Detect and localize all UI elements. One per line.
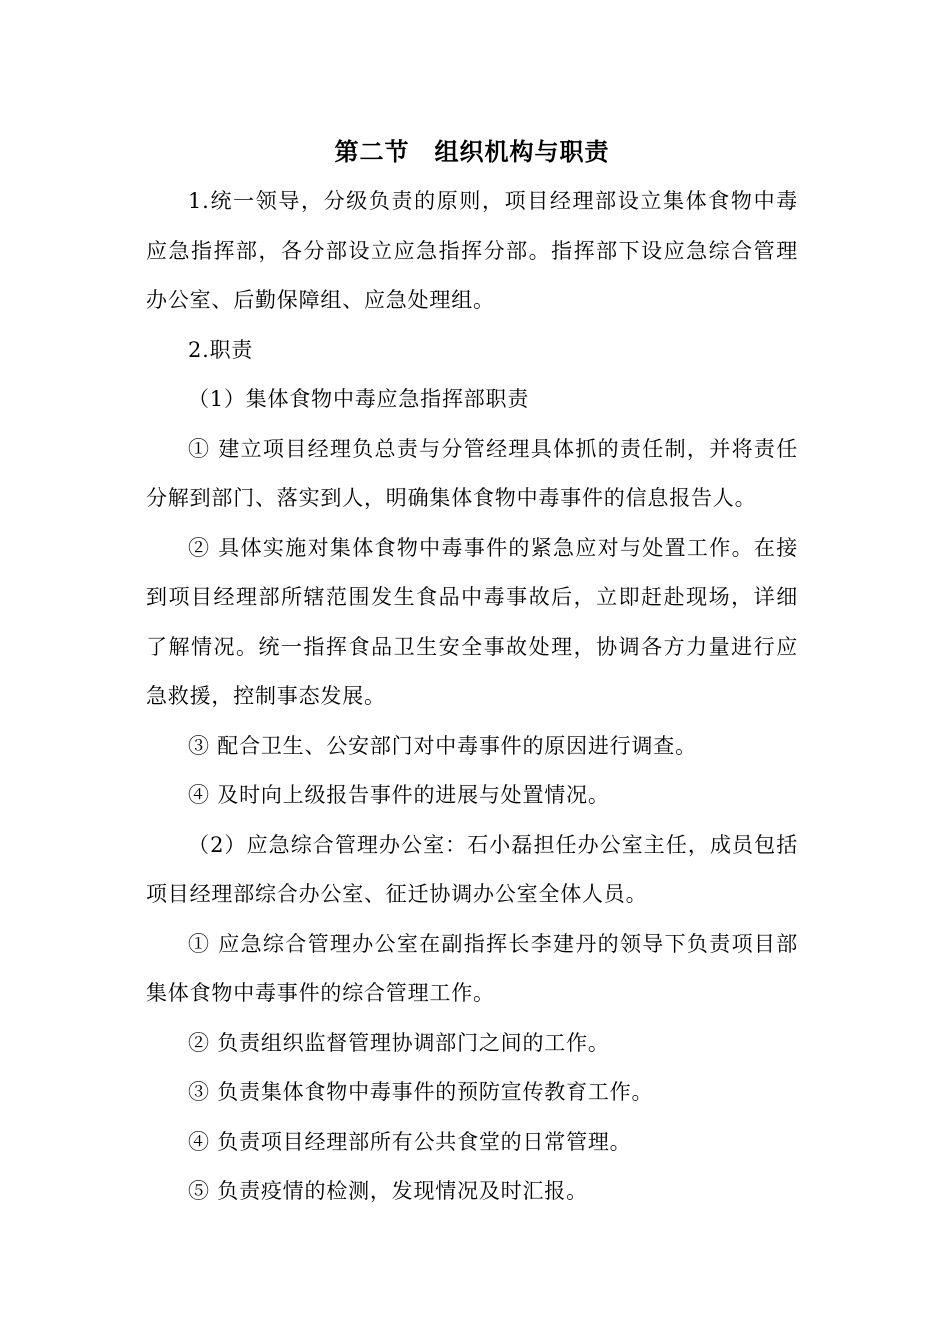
paragraph-command-duty-1: ① 建立项目经理负总责与分管经理具体抓的责任制，并将责任分解到部门、落实到人，明确集体食物中毒事件的信息报告人。 bbox=[146, 436, 798, 510]
section-title: 第二节 组织机构与职责 bbox=[334, 138, 610, 166]
paragraph-office-duty-2: ② 负责组织监督管理协调部门之间的工作。 bbox=[188, 1030, 610, 1055]
paragraph-command-duty-3: ③ 配合卫生、公安部门对中毒事件的原因进行调查。 bbox=[188, 733, 697, 758]
paragraph-office-duty-3: ③ 负责集体食物中毒事件的预防宣传教育工作。 bbox=[188, 1080, 654, 1104]
paragraph-command-duty-2: ② 具体实施对集体食物中毒事件的紧急应对与处置工作。在接到项目经理部所辖范围发生食品中毒事故后，立即赶赴现场，详细了解情况。统一指挥食品卫生安全事故处理，协调各方力量进行应急救援，控制事态发展。 bbox=[146, 535, 798, 708]
document-page bbox=[146, 133, 798, 1217]
paragraph-office-heading: （2）应急综合管理办公室：石小磊担任办公室主任，成员包括项目经理部综合办公室、征迁协调办公室全体人员。 bbox=[146, 832, 798, 906]
paragraph-office-duty-5: ⑤ 负责疫情的检测，发现情况及时汇报。 bbox=[188, 1179, 588, 1203]
paragraph-command-duties-heading: （1）集体食物中毒应急指挥部职责 bbox=[188, 387, 530, 411]
paragraph-principle: 1.统一领导，分级负责的原则，项目经理部设立集体食物中毒应急指挥部，各分部设立应急指挥分部。指挥部下设应急综合管理办公室、后勤保障组、应急处理组。 bbox=[146, 189, 798, 312]
paragraph-duties-heading: 2.职责 bbox=[188, 337, 254, 362]
paragraph-office-duty-1: ① 应急综合管理办公室在副指挥长李建丹的领导下负责项目部集体食物中毒事件的综合管理工作。 bbox=[146, 931, 798, 1005]
paragraph-command-duty-4: ④ 及时向上级报告事件的进展与处置情况。 bbox=[188, 783, 610, 807]
paragraph-office-duty-4: ④ 负责项目经理部所有公共食堂的日常管理。 bbox=[188, 1129, 632, 1154]
